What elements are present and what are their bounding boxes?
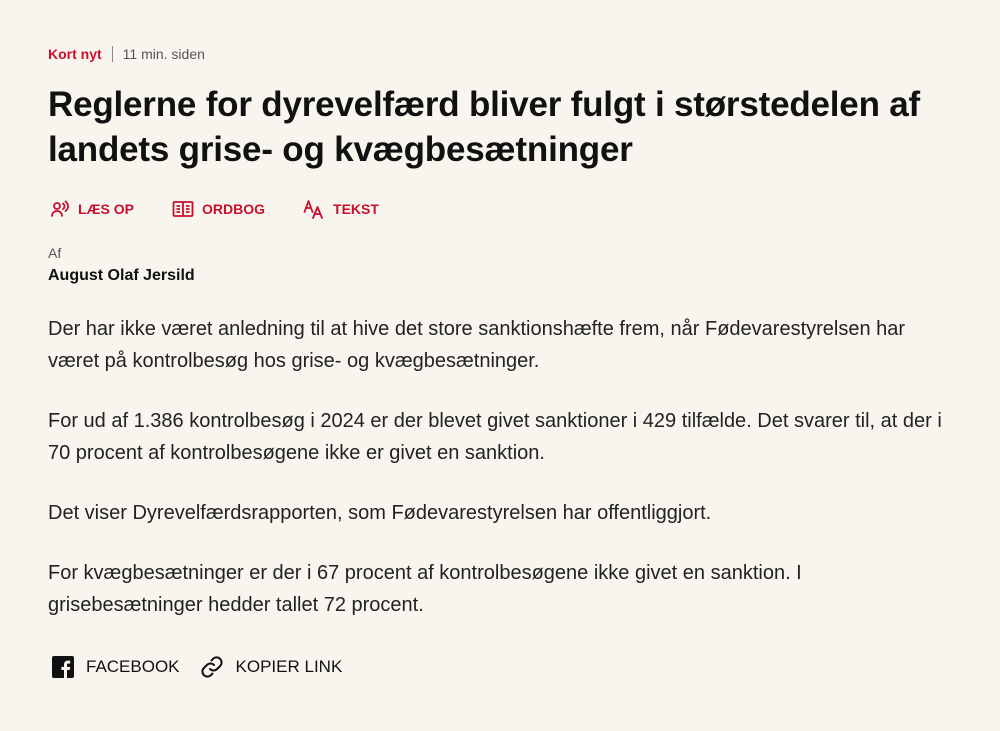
timestamp: 11 min. siden bbox=[122, 46, 205, 62]
read-aloud-label: LÆS OP bbox=[78, 201, 135, 217]
facebook-share-button[interactable] bbox=[52, 656, 180, 678]
read-aloud-icon bbox=[50, 199, 78, 219]
dictionary-icon bbox=[172, 200, 202, 218]
facebook-label: FACEBOOK bbox=[86, 657, 180, 676]
meta-divider bbox=[112, 46, 113, 62]
body-paragraph: For kvægbesætninger er der i 67 procent af kontrolbesøgene ikke givet en sanktion. I grisebesætninger hedder tallet 72 procent. bbox=[48, 562, 802, 616]
body-paragraph: Det viser Dyrevelfærdsrapporten, som Fødevarestyrelsen har offentliggjort. bbox=[48, 502, 712, 524]
byline-label: Af bbox=[48, 245, 62, 261]
headline: Reglerne for dyrevelfærd bliver fulgt i størstedelen af landets grise- og kvægbesætninger bbox=[48, 85, 920, 169]
body-paragraph: For ud af 1.386 kontrolbesøg i 2024 er der blevet givet sanktioner i 429 tilfælde. Det svarer til, at der i 70 procent af kontrolbesøgene ikke er givet en sanktion. bbox=[48, 410, 942, 464]
dictionary-button[interactable] bbox=[172, 200, 265, 218]
text-size-button[interactable] bbox=[303, 199, 379, 219]
dictionary-label: ORDBOG bbox=[202, 201, 266, 217]
article-tools bbox=[50, 199, 417, 219]
link-icon bbox=[200, 655, 236, 679]
share-bar bbox=[52, 655, 362, 679]
article-meta bbox=[48, 44, 205, 64]
text-size-icon bbox=[303, 199, 333, 219]
copy-link-button[interactable] bbox=[200, 655, 343, 679]
category-link[interactable]: Kort nyt bbox=[48, 46, 102, 62]
copy-link-label: KOPIER LINK bbox=[235, 657, 343, 676]
author-name: August Olaf Jersild bbox=[48, 267, 195, 284]
read-aloud-button[interactable] bbox=[50, 199, 134, 219]
body-paragraph: Der har ikke været anledning til at hive det store sanktionshæfte frem, når Fødevarestyrelsen har været på kontrolbesøg hos grise- og kvægbesætninger. bbox=[48, 318, 906, 372]
text-size-label: TEKST bbox=[333, 201, 379, 217]
facebook-icon bbox=[52, 656, 86, 678]
